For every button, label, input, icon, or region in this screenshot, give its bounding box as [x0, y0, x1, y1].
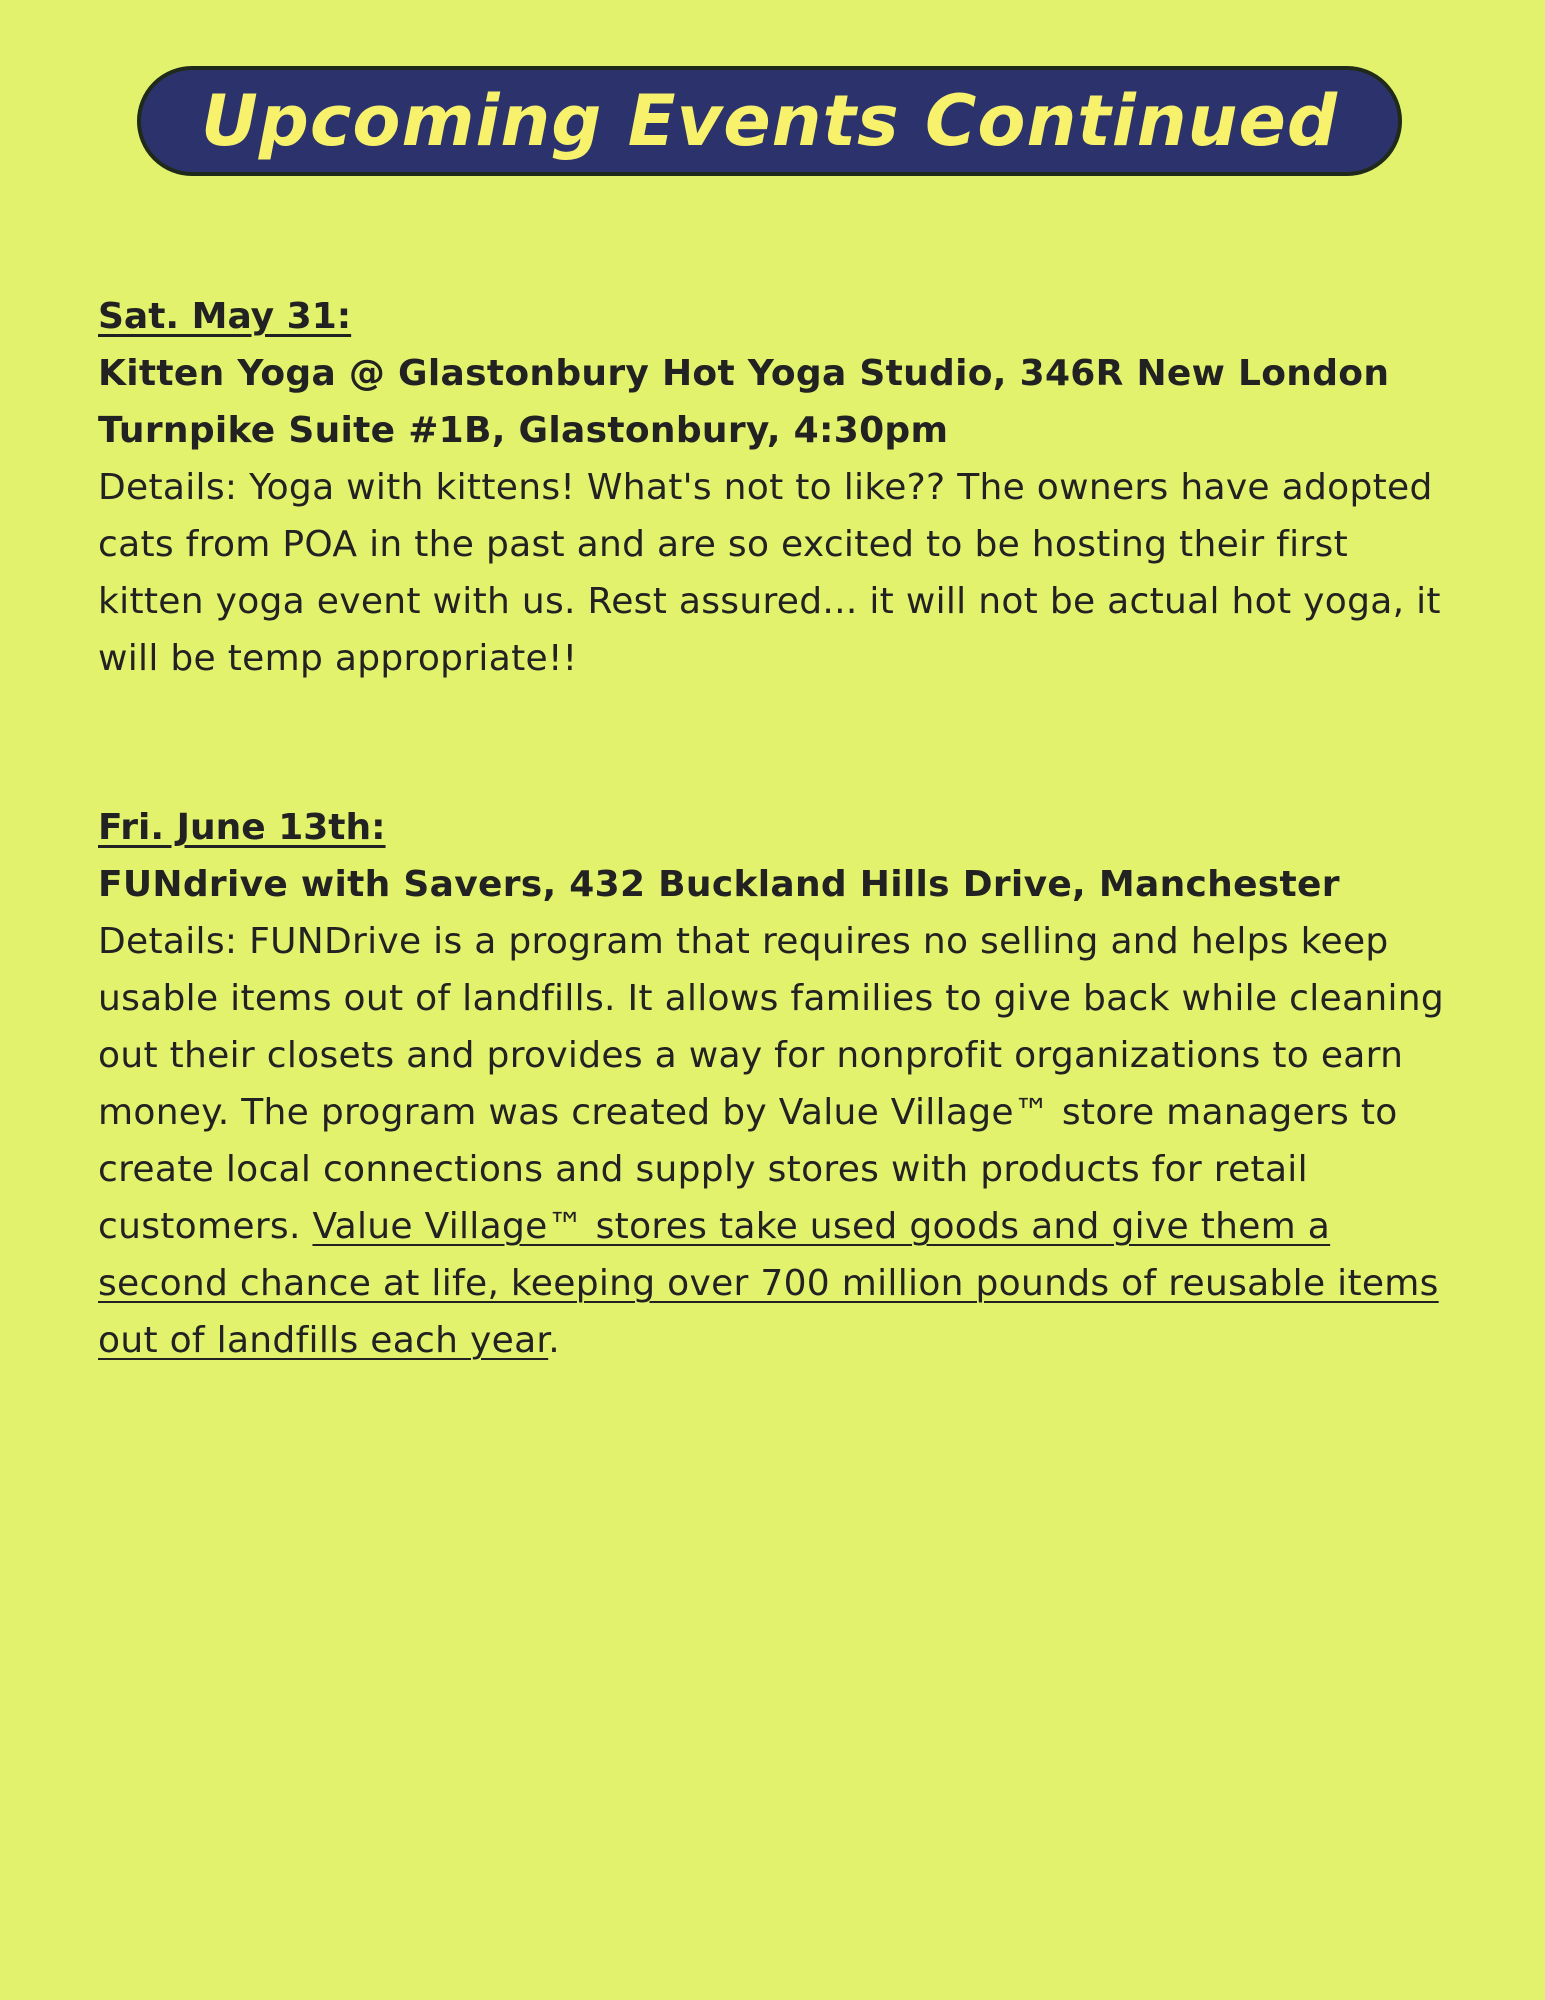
event-title: Kitten Yoga @ Glastonbury Hot Yoga Studio, 346R New London Turnpike Suite #1B, Glastonbury, 4:30pm — [98, 353, 1390, 451]
event-details-end: . — [548, 1320, 560, 1361]
event-title: FUNdrive with Savers, 432 Buckland Hills Drive, Manchester — [98, 864, 1340, 905]
event-date: Fri. June 13th: — [98, 807, 386, 848]
title-banner — [137, 66, 1402, 176]
event-item — [98, 799, 1458, 1369]
page-title: Upcoming Events Continued — [200, 80, 1339, 162]
event-date: Sat. May 31: — [98, 296, 352, 337]
event-details — [98, 913, 1458, 1369]
event-details-text: Details: FUNDrive is a program that requires no selling and helps keep usable items out of landfills. It allows families to give back while cleaning out their closets and provides a way for nonprofit organizations to earn money. The program was created by Value Village™ store managers to create local connections and supply stores with products for retail customers. — [98, 921, 1445, 1247]
events-list — [98, 288, 1458, 1369]
event-details: Details: Yoga with kittens! What's not to like?? The owners have adopted cats from POA in the past and are so excited to be hosting their first kitten yoga event with us. Rest assured... it will not be actual hot yoga, it will be temp appropriate!! — [98, 467, 1441, 679]
event-item — [98, 288, 1458, 687]
event-details-highlight: Value Village™ stores take used goods and give them a second chance at life, keeping over 700 million pounds of reusable items out of landfills each year — [98, 1206, 1439, 1361]
